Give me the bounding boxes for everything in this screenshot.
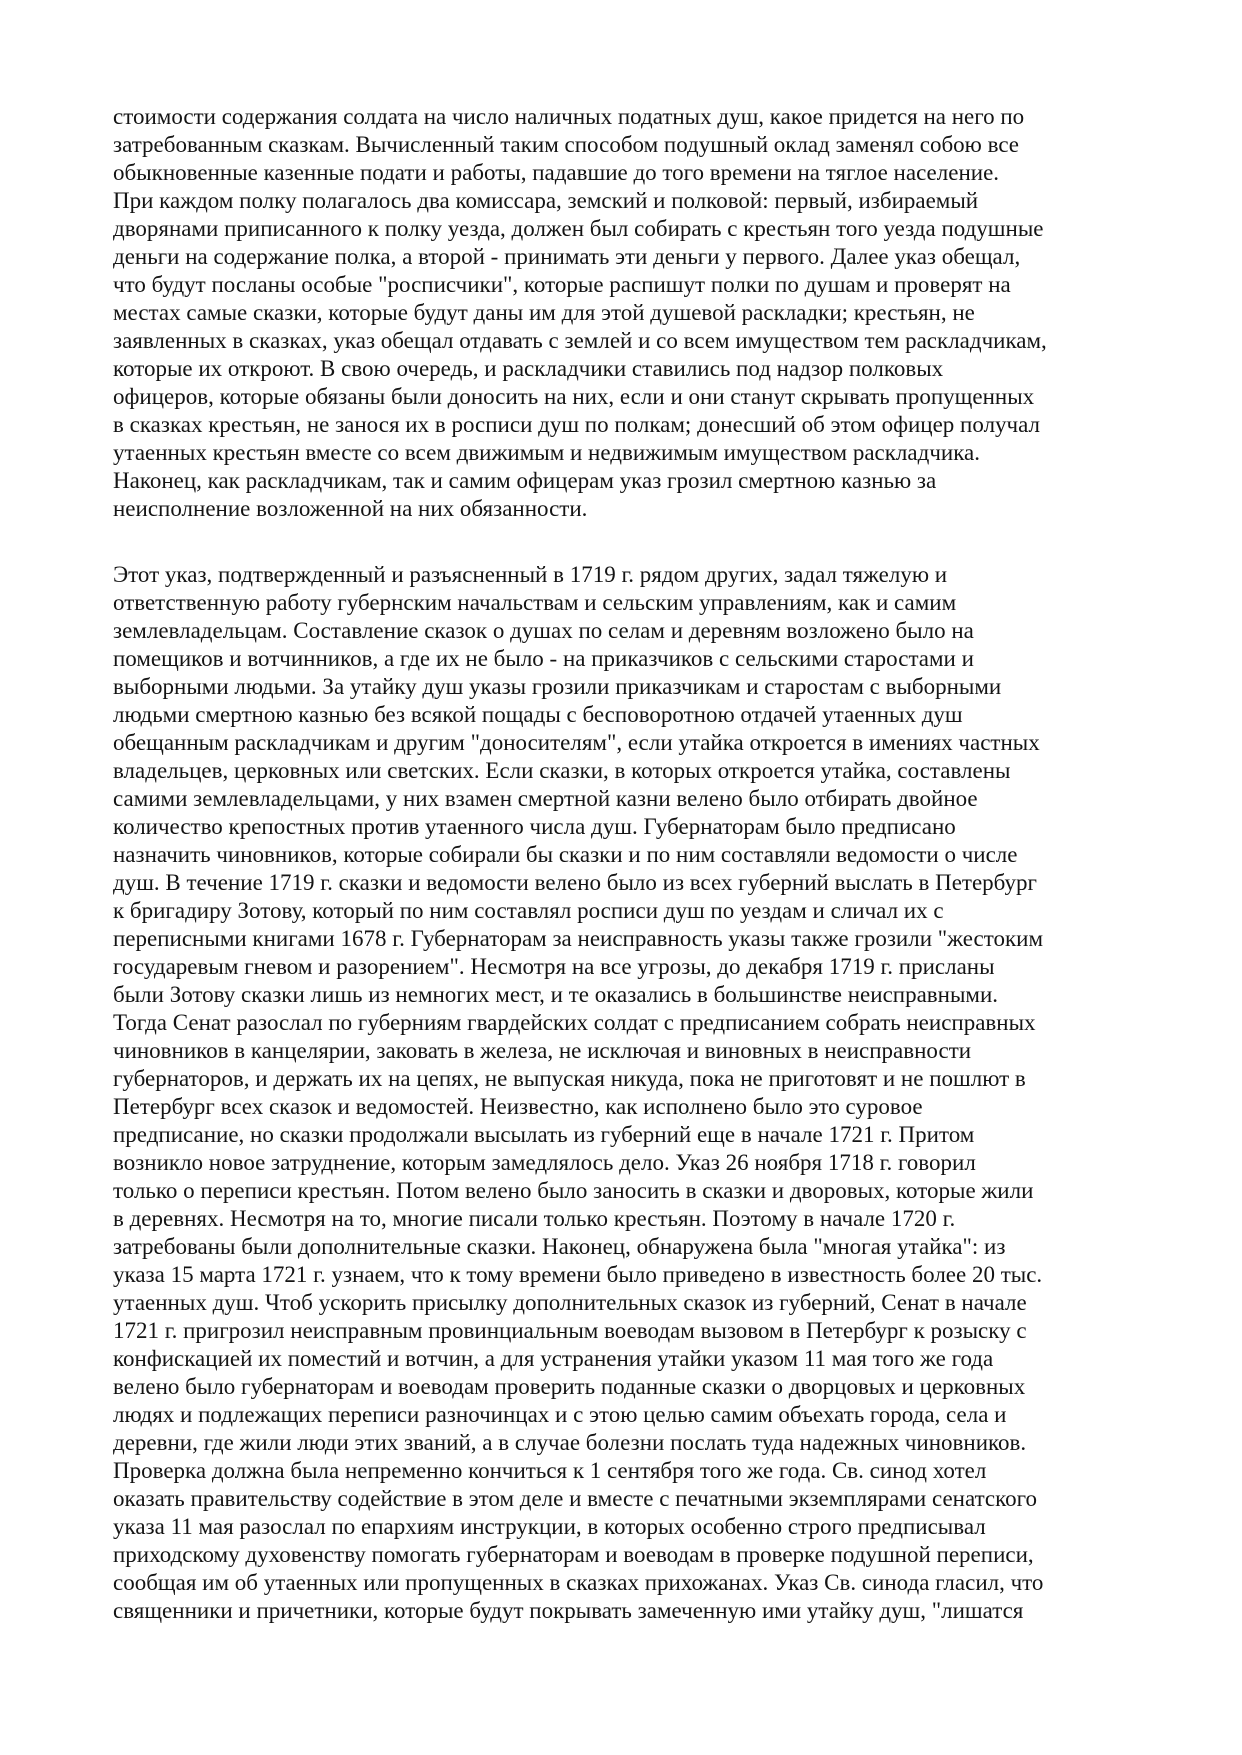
- text-line: выборными людьми. За утайку душ указы грозили приказчикам и старостам с выборными: [113, 674, 1002, 699]
- text-line: к бригадиру Зотову, который по ним составлял росписи душ по уездам и сличал их с: [113, 898, 944, 923]
- text-line: сообщая им об утаенных или пропущенных в сказках прихожанах. Указ Св. синода гласил, что: [113, 1570, 1044, 1595]
- text-line: в деревнях. Несмотря на то, многие писали только крестьян. Поэтому в начале 1720 г.: [113, 1206, 956, 1231]
- text-line: священники и причетники, которые будут покрывать замеченную ими утайку душ, "лишатся: [113, 1598, 1024, 1623]
- text-line: 1721 г. пригрозил неисправным провинциальным воеводам вызовом в Петербург к розыску с: [113, 1318, 1027, 1343]
- text-line: губернаторов, и держать их на цепях, не выпуская никуда, пока не приготовят и не пошлют в: [113, 1066, 1026, 1091]
- text-line: конфискацией их поместий и вотчин, а для устранения утайки указом 11 мая того же года: [113, 1346, 994, 1371]
- text-line: в сказках крестьян, не занося их в росписи душ по полкам; донесший об этом офицер получал: [113, 412, 1040, 437]
- text-line: обещанным раскладчикам и другим "доносителям", если утайка откроется в имениях частных: [113, 730, 1040, 755]
- text-line: назначить чиновников, которые собирали бы сказки и по ним составляли ведомости о числе: [113, 842, 1018, 867]
- text-line: местах самые сказки, которые будут даны им для этой душевой раскладки; крестьян, не: [113, 300, 975, 325]
- text-line: Этот указ, подтвержденный и разъясненный в 1719 г. рядом других, задал тяжелую и: [113, 562, 948, 587]
- text-line: офицеров, которые обязаны были доносить на них, если и они станут скрывать пропущенных: [113, 384, 1035, 409]
- text-line: возникло новое затруднение, которым замедлялось дело. Указ 26 ноября 1718 г. говорил: [113, 1150, 976, 1175]
- text-line: указа 11 мая разослал по епархиям инструкции, в которых особенно строго предписывал: [113, 1514, 986, 1539]
- text-line: государевым гневом и разорением". Несмотря на все угрозы, до декабря 1719 г. присланы: [113, 954, 995, 979]
- text-line: Петербург всех сказок и ведомостей. Неизвестно, как исполнено было это суровое: [113, 1094, 923, 1119]
- paragraph-2: [113, 561, 1143, 1625]
- text-line: оказать правительству содействие в этом деле и вместе с печатными экземплярами сенатского: [113, 1486, 1038, 1511]
- text-line: что будут посланы особые "росписчики", которые распишут полки по душам и проверят на: [113, 272, 1011, 297]
- paragraph-1: [113, 103, 1143, 523]
- text-line: только о переписи крестьян. Потом велено было заносить в сказки и дворовых, которые жили: [113, 1178, 1034, 1203]
- text-line: велено было губернаторам и воеводам проверить поданные сказки о дворцовых и церковных: [113, 1374, 1026, 1399]
- text-line: душ. В течение 1719 г. сказки и ведомости велено было из всех губерний выслать в Петербург: [113, 870, 1037, 895]
- text-line: переписными книгами 1678 г. Губернаторам за неисправность указы также грозили "жестоким: [113, 926, 1044, 951]
- text-line: Проверка должна была непременно кончиться к 1 сентября того же года. Св. синод хотел: [113, 1458, 987, 1483]
- text-line: заявленных в сказках, указ обещал отдавать с землей и со всем имуществом тем раскладчикам,: [113, 328, 1047, 353]
- text-line: которые их откроют. В свою очередь, и раскладчики ставились под надзор полковых: [113, 356, 944, 381]
- text-line: Наконец, как раскладчикам, так и самим офицерам указ грозил смертною казнью за: [113, 468, 937, 493]
- text-line: утаенных душ. Чтоб ускорить присылку дополнительных сказок из губерний, Сенат в начале: [113, 1290, 1027, 1315]
- text-line: Тогда Сенат разослал по губерниям гвардейских солдат с предписанием собрать неисправных: [113, 1010, 1036, 1035]
- text-line: обыкновенные казенные подати и работы, падавшие до того времени на тяглое население.: [113, 160, 1000, 185]
- text-line: затребованы были дополнительные сказки. Наконец, обнаружена была "многая утайка": из: [113, 1234, 1006, 1259]
- text-line: утаенных крестьян вместе со всем движимым и недвижимым имуществом раскладчика.: [113, 440, 980, 465]
- text-line: деревни, где жили люди этих званий, а в случае болезни послать туда надежных чиновников.: [113, 1430, 1027, 1455]
- text-line: количество крепостных против утаенного числа душ. Губернаторам было предписано: [113, 814, 956, 839]
- text-line: стоимости содержания солдата на число наличных податных душ, какое придется на него по: [113, 104, 1025, 129]
- text-line: ответственную работу губернским начальствам и сельским управлениям, как и самим: [113, 590, 957, 615]
- text-line: помещиков и вотчинников, а где их не было - на приказчиков с сельскими старостами и: [113, 646, 974, 671]
- text-line: землевладельцам. Составление сказок о душах по селам и деревням возложено было на: [113, 618, 974, 643]
- text-line: людьми смертною казнью без всякой пощады с бесповоротною отдачей утаенных душ: [113, 702, 963, 727]
- text-line: были Зотову сказки лишь из немногих мест, и те оказались в большинстве неисправными.: [113, 982, 999, 1007]
- text-line: деньги на содержание полка, а второй - принимать эти деньги у первого. Далее указ обещал,: [113, 244, 1021, 269]
- text-line: дворянами приписанного к полку уезда, должен был собирать с крестьян того уезда подушные: [113, 216, 1044, 241]
- text-line: затребованным сказкам. Вычисленный таким способом подушный оклад заменял собою все: [113, 132, 1020, 157]
- text-line: При каждом полку полагалось два комиссара, земский и полковой: первый, избираемый: [113, 188, 979, 213]
- text-line: предписание, но сказки продолжали высылать из губерний еще в начале 1721 г. Притом: [113, 1122, 975, 1147]
- text-line: приходскому духовенству помогать губернаторам и воеводам в проверке подушной переписи,: [113, 1542, 1034, 1567]
- text-line: владельцев, церковных или светских. Если сказки, в которых откроется утайка, составлены: [113, 758, 1011, 783]
- text-line: неисполнение возложенной на них обязанности.: [113, 496, 588, 521]
- text-line: чиновников в канцелярии, заковать в железа, не исключая и виновных в неисправности: [113, 1038, 972, 1063]
- text-line: указа 15 марта 1721 г. узнаем, что к тому времени было приведено в известность более 20 тыс.: [113, 1262, 1043, 1287]
- text-line: людях и подлежащих переписи разночинцах и с этою целью самим объехать города, села и: [113, 1402, 1007, 1427]
- text-line: самими землевладельцами, у них взамен смертной казни велено было отбирать двойное: [113, 786, 978, 811]
